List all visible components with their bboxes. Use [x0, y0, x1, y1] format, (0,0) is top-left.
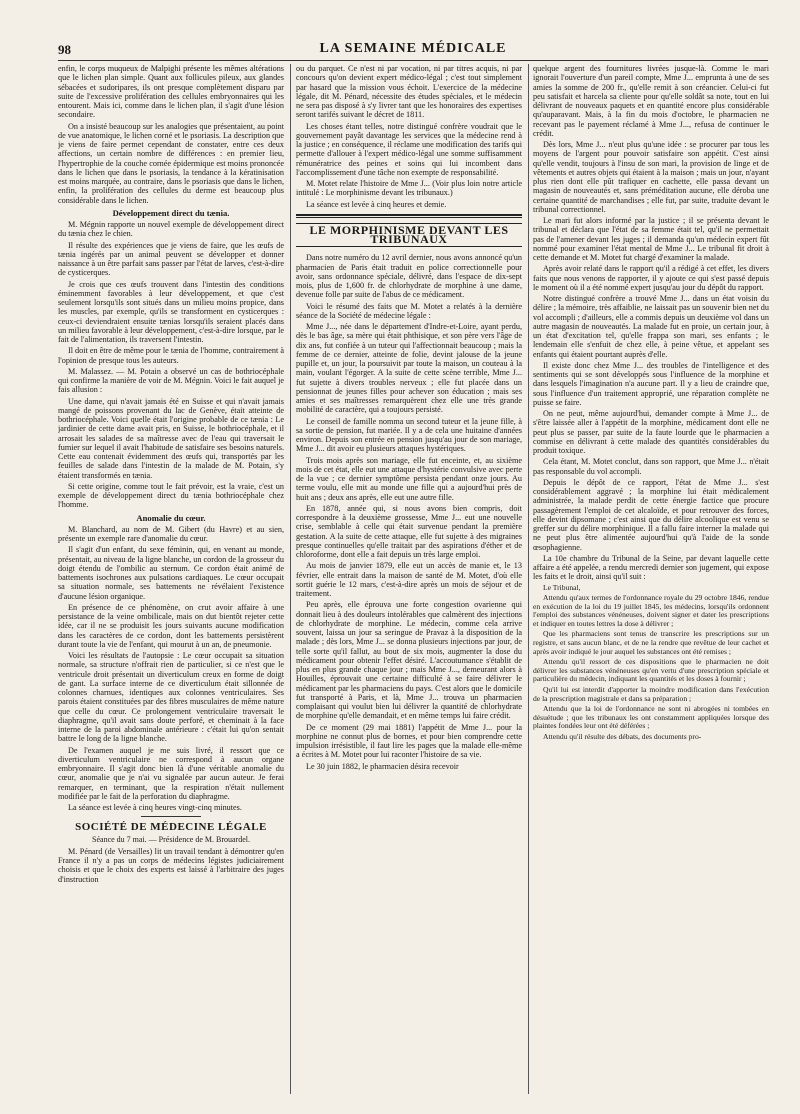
society-heading: SOCIÉTÉ DE MÉDECINE LÉGALE: [75, 821, 267, 834]
session-line: Séance du 7 mai. — Présidence de M. Brouardel.: [92, 834, 250, 844]
paragraph: Le mari fut alors informé par la justice ; il se présenta devant le tribunal et déclara que l'état de sa femme était tel, qu'il ne permettait pas de l'amener devant les juges ; il demanda qu'un médecin expert fût nommé pour examiner l'état mental de Mme J... Le tribunal fit droit à cette demande et M. Motet fut chargé d'examiner la malade.: [533, 216, 769, 262]
paragraph: De ce moment (29 mai 1881) l'appétit de Mme J... pour la morphine ne connut plus de bornes, et pour bien comprendre cette impulsion irrésistible, il faut lire les pages que la malade elle-même a écrites à M. Motet pour lui raconter l'histoire de sa vie.: [296, 722, 522, 760]
paragraph: Mme J..., née dans le département d'Indre-et-Loire, ayant perdu, dès le bas âge, sa mère qui était phthisique, et son père vers l'âge de dix ans, fut confiée à un tuteur qui l'affectionnait beaucoup ; mais la femme de ce dernier, atteinte de folie, devint jalouse de la jeune pupille et, un jour, la poursuivit par toute la maison, un couteau à la main, voulant l'égorger. A la suite de cette scène terrible, Mme J... fut sujette à divers troubles nerveux ; elle fut placée dans un pensionnat de jeunes filles pour achever son éducation ; mais ses amies et ses maîtresses remarquèrent chez elle une très grande mobilité de caractère, qui a toujours persisté.: [296, 322, 522, 415]
page-header: [58, 40, 768, 61]
paragraph: Si cette origine, comme tout le fait prévoir, est la vraie, c'est un exemple de développement direct du tænia bothriocéphale chez l'homme.: [58, 481, 284, 510]
judgment-text: Le Tribunal,: [543, 582, 581, 592]
judgment-text: Attendu qu'il ressort de ces dispositions que le pharmacien ne doit délivrer les substances vénéneuses qu'en vertu d'une prescription spéciale et particulière du médecin, indiquant les quantités et les doses à fournir ;: [533, 657, 769, 684]
judgment-text: Attendu que la loi de l'ordonnance ne sont ni abrogées ni tombées en désuétude ; que les tribunaux les ont constamment appliquées lorsque des plaintes fondées leur ont été déférées ;: [533, 704, 769, 731]
paragraph: M. Motet relate l'histoire de Mme J... (Voir plus loin notre article intitulé : Le morphinisme devant les tribunaux.): [296, 179, 522, 198]
journal-title: LA SEMAINE MÉDICALE: [319, 41, 507, 56]
judgment-text: Que les pharmaciens sont tenus de transcrire les prescriptions sur un registre, et sans aucun blanc, et de ne la rendre que revêtue de leur cachet et après avoir indiqué le jour auquel les substances ont été remises ;: [533, 629, 769, 656]
paragraph: On a insisté beaucoup sur les analogies que présentaient, au point de vue anatomique, le lichen corné et le psoriasis. La description que je viens de faire permet cependant de constater, entre ces deux affections, un certain nombre de différences : en premier lieu, l'hypertrophie de la couche cornée épidermique est moins prononcée dans le lichen que dans le psoriasis, la tendance à la kératinisation est moins marquée, au contraire, dans le psoriasis que dans le lichen, enfin, la prolifération des cellules du derme est beaucoup plus considérable dans le lichen.: [58, 121, 284, 205]
paragraph: M. Pénard (de Versailles) lit un travail tendant à démontrer qu'en France il n'y a pas un corps de médecins légistes judiciairement choisis et que le choix des experts est laissé à l'arbitraire des juges d'instruction: [58, 846, 284, 884]
paragraph: Il doit en être de même pour le tænia de l'homme, contrairement à l'opinion de presque tous les auteurs.: [58, 346, 284, 365]
paragraph: M. Mégnin rapporte un nouvel exemple de développement direct du tænia chez le chien.: [58, 220, 284, 239]
paragraph: Il existe donc chez Mme J... des troubles de l'intelligence et des sentiments qui se sont développés sous l'influence de la morphine et dans lesquels l'imagination n'a aucune part. Il y a lieu de craindre que, sous l'influence d'un traitement approprié, une réparation complète ne puisse se faire.: [533, 360, 769, 407]
judgment-text: Qu'il lui est interdit d'apporter la moindre modification dans l'exécution de la prescription magistrale et dans sa préparation ;: [533, 685, 769, 703]
paragraph: On ne peut, même aujourd'hui, demander compte à Mme J... de s'être laissée aller à l'appétit de la morphine, médicament dont elle ne peut plus se passer, par suite de la faute lourde que le pharmacien a commise en délivrant à cette malade des quantités considérables du produit toxique.: [533, 409, 769, 455]
double-rule: [296, 214, 522, 218]
paragraph: M. Blanchard, au nom de M. Gibert (du Havre) et au sien, présente un exemple rare d'anomalie du cœur.: [58, 524, 284, 543]
paragraph: Les choses étant telles, notre distingué confrère voudrait que le gouvernement payât davantage les services que la médecine rend à la justice ; en conséquence, il réclame une modification des tarifs qui permette d'allouer à l'expert médico-légal une somme suffisamment rémunératrice des peines et soins qui lui incombent dans l'accomplissement d'une tâche non exempte de responsabilité.: [296, 121, 522, 177]
paragraph: En 1878, année qui, si nous avons bien compris, doit correspondre à la deuxième grossesse, Mme J... eut une nouvelle crise, semblable à celle qui était survenue pendant la première gestation. A la suite de cette attaque, elle fut sujette à des migraines presque continuelles qu'elle traitait par des aspirations d'éther et de chloroforme, dont elle a fait depuis un très large emploi.: [296, 503, 522, 559]
paragraph: Peu après, elle éprouva une forte congestion ovarienne qui donnait lieu à des douleurs intolérables que calmèrent des injections de chlorhydrate de morphine. Le médecin, comme cela arrive souvent, laissa un jour sa seringue de Pravaz à la disposition de la malade ; dès lors, Mme J... se donna plusieurs injections par jour, de telle sorte qu'il fallut, au bout de six mois, augmenter la dose du médicament pour obtenir l'effet désiré. L'accoutumance s'établit de plus en plus grande chaque jour ; mais Mme J..., demeurant alors à Houilles, éprouvait une certaine difficulté à se faire délivrer le médicament par les pharmaciens du pays. C'est alors que le domicile fut transporté à Paris, et là, Mme J... trouva un pharmacien complaisant qui voulut bien lui délivrer la quantité de chlorhydrate de morphine qu'elle demandait, et en même temps lui faire crédit.: [296, 600, 522, 721]
paragraph: Dès lors, Mme J... n'eut plus qu'une idée : se procurer par tous les moyens de l'argent pour pouvoir satisfaire son appétit. C'est ainsi qu'elle vendit, toujours à l'insu de son mari, la provision de linge et de vêtements et autres objets qui étaient à la maison ; mais un jour, n'ayant plus rien dont elle pût trafiquer en cachette, elle passa devant un magasin de nouveautés et, sans préméditation aucune, elle déroba une certaine quantité de marchandises ; elle fut, par suite, traduite devant le tribunal correctionnel.: [533, 140, 769, 214]
paragraph: M. Malassez. — M. Potain a observé un cas de bothriocéphale qui confirme la manière de voir de M. Mégnin. Voici le fait auquel je fais allusion :: [58, 366, 284, 395]
separator: [141, 816, 201, 817]
paragraph: Cela étant, M. Motet conclut, dans son rapport, que Mme J... n'était pas responsable du vol accompli.: [533, 457, 769, 476]
paragraph: Il s'agit d'un enfant, du sexe féminin, qui, en venant au monde, présentait, au niveau de la ligne blanche, un cordon de la grosseur du doigt étendu de l'ombilic au sternum. Ce cordon était animé de battements isochrones aux pulsations cardiaques. Le cœur occupait sa situation normale, ses battements ne révélaient l'existence d'aucune lésion organique.: [58, 545, 284, 601]
paragraph: enfin, le corps muqueux de Malpighi présente les mêmes altérations que le lichen plan simple. Quant aux follicules pileux, aux glandes sébacées et sudoripares, ils ont presque complètement disparu par suite de l'excessive prolifération des cellules embryonnaires qui les entourent. Mais ici, comme dans le lichen plan, il s'agit d'une lésion secondaire.: [58, 64, 284, 120]
paragraph: Voici les résultats de l'autopsie : Le cœur occupait sa situation normale, sa structure n'offrait rien de particulier, si ce n'est que le ventricule droit présentait un diverticulum creux en forme de doigt de gant. La surface interne de ce diverticulum était sillonnée de colonnes charnues, identiques aux colonnes ventriculaires. Ses parois étaient constituées par des fibres musculaires de même nature que celle du cœur. Ce prolongement ventriculaire traversait le diaphragme, qu'il avait sans doute perforé, et cheminait à la face interne de la paroi abdominale antérieure : c'était lui qu'on sentait battre le long de la ligne blanche.: [58, 651, 284, 744]
paragraph: Voici le résumé des faits que M. Motet a relatés à la dernière séance de la Société de médecine légale :: [296, 301, 522, 320]
paragraph: La séance est levée à cinq heures vingt-cinq minutes.: [68, 803, 242, 812]
page-number: 98: [58, 42, 71, 57]
paragraph: La 10e chambre du Tribunal de la Seine, par devant laquelle cette affaire a été appelée, a rendu mercredi dernier son jugement, qui expose les faits et le droit, ainsi qu'il suit :: [533, 553, 769, 582]
paragraph: De l'examen auquel je me suis livré, il ressort que ce diverticulum ventriculaire ne correspond à aucun organe embryonnaire. Il s'agit donc bien là d'une véritable anomalie du cœur, anomalie que je n'ai vu signalée par aucun auteur. Je ferai remarquer, en terminant, que la respiration n'était nullement modifiée par le fait de la perforation du diaphragme.: [58, 745, 284, 801]
section-heading: Anomalie du cœur.: [136, 512, 206, 523]
paragraph: Dans notre numéro du 12 avril dernier, nous avons annoncé qu'un pharmacien de Paris était traduit en police correctionnelle pour avoir, sans ordonnance spéciale, délivré, dans l'espace de dix-sept mois, plus de 1,600 fr. de chlorhydrate de morphine à une dame, devenue folle par suite de l'abus de ce médicament.: [296, 253, 522, 300]
paragraph: En présence de ce phénomène, on crut avoir affaire à une persistance de la veine ombilicale, mais on dut bientôt rejeter cette idée, car il ne se produisit les jours suivants aucune modification dans les caractères de ce cordon, dont les battements persistèrent durant toute la vie de l'enfant, qui mourut à un an, de pneumonie.: [58, 602, 284, 649]
paragraph: Trois mois après son mariage, elle fut enceinte, et, au sixième mois de cet état, elle eut une attaque d'hystérie convulsive avec perte de la vue ; ce dernier symptôme persista pendant onze jours. Au terme voulu, elle mit au monde une fille qui a aujourd'hui près de huit ans ; deux ans après, elle eut une autre fille.: [296, 455, 522, 502]
section-heading: Développement direct du tænia.: [112, 207, 230, 218]
column-2: [296, 64, 522, 1094]
column-rule-1: [290, 64, 291, 1094]
paragraph: La séance est levée à cinq heures et demie.: [306, 199, 447, 209]
paragraph: Je crois que ces œufs trouvent dans l'intestin des conditions éminemment favorables à leur développement, et que c'est seulement lorsqu'ils sont situés dans un milieu moins propice, dans les muscles, par exemple, qu'ils se transforment en cysticerques : ceux-ci deviendraient ensuite tænias lorsqu'ils seraient placés dans un milieu favorable à leur développement, c'est-à-dire lorsque, par le fait de l'alimentation, ils traversent l'intestin.: [58, 279, 284, 344]
column-1: [58, 64, 284, 1094]
paragraph: Le 30 juin 1882, le pharmacien désira recevoir: [306, 761, 459, 771]
paragraph: Au mois de janvier 1879, elle eut un accès de manie et, le 13 février, elle entrait dans la maison de santé de M. Motet, d'où elle sortit guérie le 12 mars, c'est-à-dire après un mois de séjour et de traitement.: [296, 561, 522, 598]
paragraph: quelque argent des fournitures livrées jusque-là. Comme le mari ignorait l'ouverture d'un pareil compte, Mme J... emprunta à une de ses amies la somme de 200 fr., qu'elle remit à son créancier. Celui-ci fut peu satisfait et harcela sa cliente pour qu'elle soldât sa note, tout en lui délivrant de nouveaux paquets et en quantité encore plus considérable qu'auparavant. Mais, à la fin du mois d'octobre, le pharmacien ne recevant pas le payement réclamé à Mme J..., refusa de continuer le crédit.: [533, 64, 769, 138]
paragraph: Une dame, qui n'avait jamais été en Suisse et qui n'avait jamais mangé de poissons provenant du lac de Genève, était atteinte de bothriocéphale. Voici quelle était l'origine probable de ce tænia : Le jardinier de cette dame avait pris, en Suisse, le bothriocéphale, et il arrosait les salades de sa maîtresse avec de l'eau qui traversait le fumier sur lequel il avait l'habitude de satisfaire ses besoins naturels. Cette eau contenait évidemment des œufs qui, transportés par les feuilles de salade dans l'intestin de la malade de M. Potain, s'y étaient transformés en tænia.: [58, 396, 284, 480]
paragraph: Depuis le dépôt de ce rapport, l'état de Mme J... s'est considérablement aggravé ; la morphine lui était médicalement administrée, la malade perdit de cette énergie factice que procure passagèrement l'emploi de cet alcaloïde, et pour retrouver des forces, elle devint dipsomane ; c'est ainsi que du délire alcoolique est venu se greffer sur du délire morphinique. Il a fallu faire interner la malade qui ne peut plus être alimentée aujourd'hui qu'à l'aide de la sonde œsophagienne.: [533, 477, 769, 552]
paragraph: Après avoir relaté dans le rapport qu'il a rédigé à cet effet, les divers faits que nous venons de rapporter, il y ajoute ce qui s'est passé depuis le moment où il a été nommé expert jusqu'au jour du dépôt du rapport.: [533, 264, 769, 292]
column-rule-2: [528, 64, 529, 1094]
paragraph: Le conseil de famille nomma un second tuteur et la jeune fille, à sa sortie de pension, fut mariée. Il y a de cela une huitaine d'années environ. Depuis son entrée en pension jusqu'au jour de son mariage, Mme J... dit avoir eu plusieurs attaques hystériques.: [296, 416, 522, 454]
judgment-text: Attendu qu'aux termes de l'ordonnance royale du 29 octobre 1846, rendue en exécution de la loi du 19 juillet 1845, les médecins, lorsqu'ils ordonnent l'emploi des substances vénéneuses, doivent signer et dater les prescriptions et indiquer en toutes lettres la dose à délivrer ;: [533, 593, 769, 628]
article-title: LE MORPHINISME DEVANT LES TRIBUNAUX: [296, 223, 522, 248]
judgment-text: Attendu qu'il résulte des débats, des documents pro-: [543, 732, 702, 741]
paragraph: Notre distingué confrère a trouvé Mme J... dans un état voisin du délire ; la mémoire, très affaiblie, ne laissait pas un souvenir bien net du vol accompli ; d'ailleurs, elle a commis depuis un deuxième vol dans un autre magasin de nouveautés. La malade fut en proie, un certain jour, à un état d'excitation tel, qu'elle frappa son mari, ses enfants ; le lendemain elle s'enfuit de chez elle, à peine vêtue, et appelant ses enfants qui étaient pourtant auprès d'elle.: [533, 294, 769, 359]
column-3: [533, 64, 769, 1094]
paragraph: ou du parquet. Ce n'est ni par vocation, ni par titres acquis, ni par concours qu'on devient expert médico-légal ; c'est tout simplement par hasard que la mission vous échoit. L'exercice de la médecine légale, dit M. Pénard, nécessite des études spéciales, et le médecin ne sera pas disposé à s'y livrer tant que les honoraires des expertises seront tarifés suivant le décret de 1811.: [296, 64, 522, 120]
paragraph: Il résulte des expériences que je viens de faire, que les œufs de tænia ingérés par un animal peuvent se développer et donner naissance à un être parfait sans passer par l'état de larves, c'est-à-dire de cysticerques.: [58, 240, 284, 278]
